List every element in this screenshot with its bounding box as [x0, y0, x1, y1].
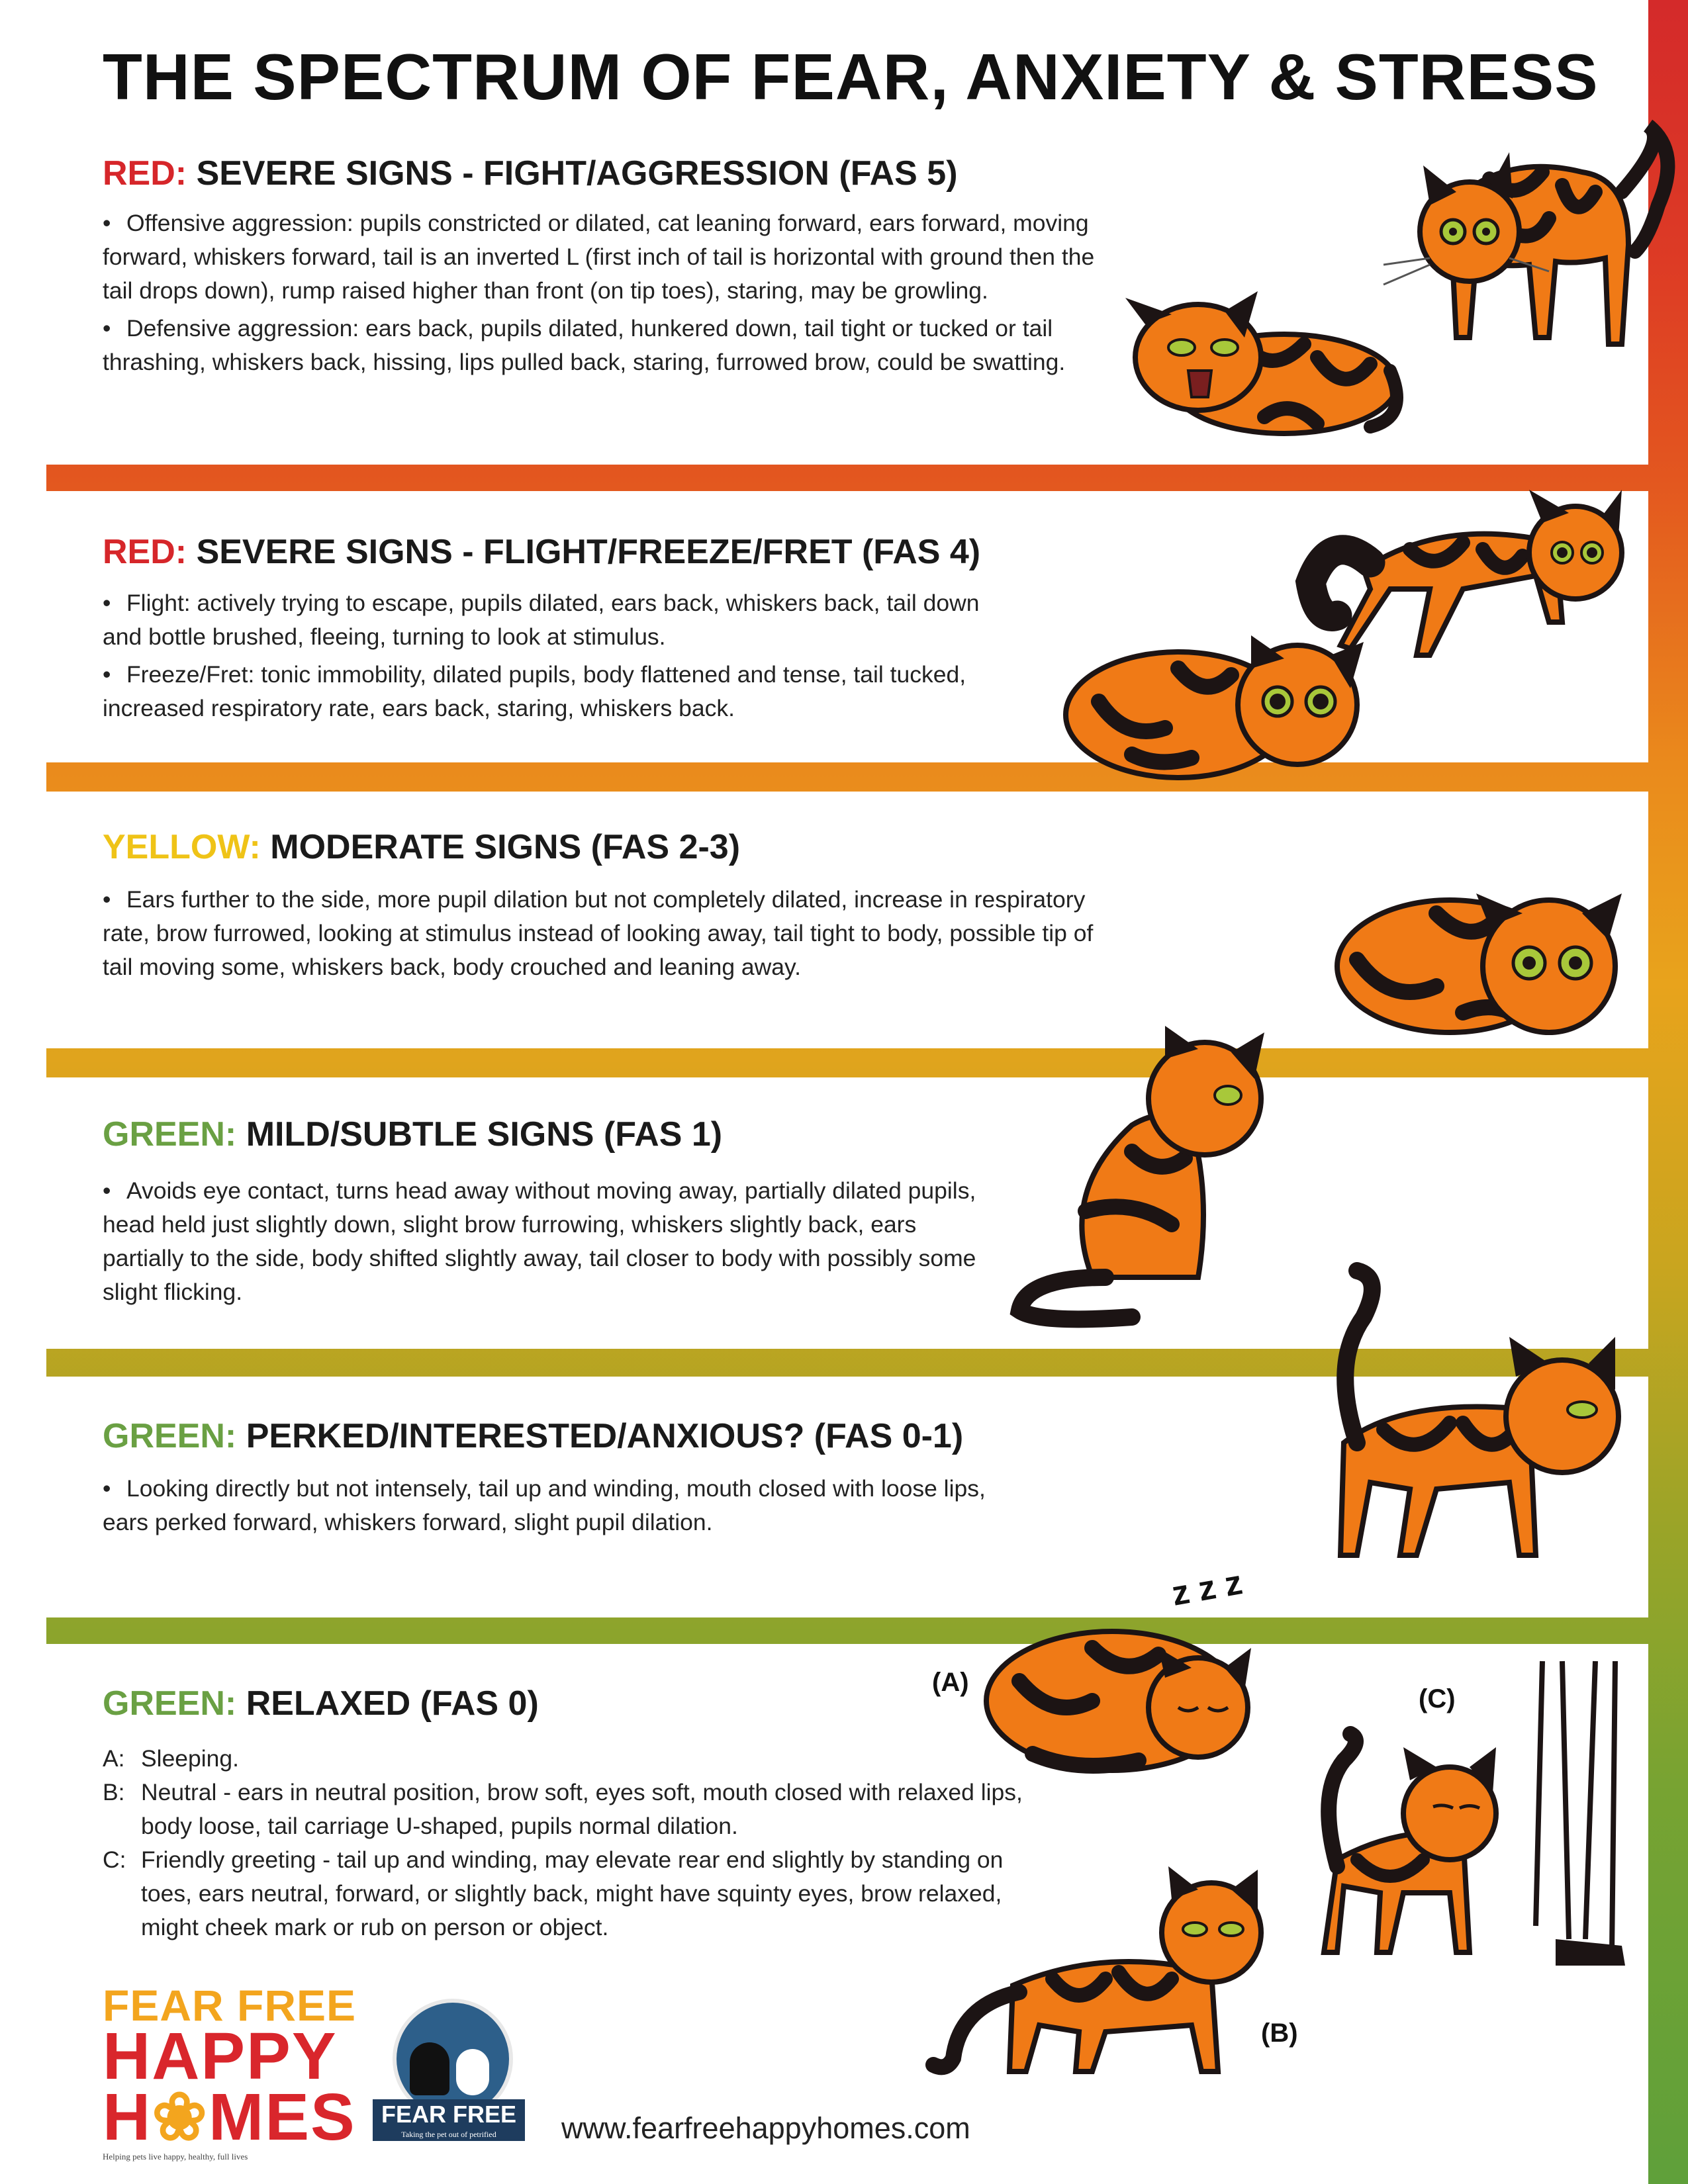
section-body-fas0-1 [103, 1472, 990, 1543]
section-heading-fas1 [103, 1115, 722, 1154]
severity-label: RED: [103, 533, 187, 571]
label-b: (B) [1261, 2019, 1298, 2048]
list-key: B: [103, 1779, 125, 1805]
section-heading-fas0 [103, 1684, 539, 1723]
bullet-item: • Offensive aggression: pupils constricted or dilated, cat leaning forward, ears forward, moving forward, whiskers forward, tail is an inverted L (first inch of tail is horizontal with ground then the tail drops down), rump raised higher than front (on tip toes), staring, may be growling. [103, 210, 1095, 304]
list-key: A: [103, 1745, 125, 1772]
section-heading-fas5 [103, 154, 958, 193]
cat-freeze-illustration [1059, 629, 1377, 781]
heading-text: PERKED/INTERESTED/ANXIOUS? (FAS 0-1) [246, 1417, 964, 1455]
logo-line3 [103, 2079, 356, 2154]
section-body-fas0 [103, 1742, 1023, 1944]
section-heading-fas2-3 [103, 827, 740, 867]
list-item [103, 1776, 1023, 1843]
cat-sitting-illustration [1000, 1026, 1331, 1330]
heading-text: RELAXED (FAS 0) [246, 1684, 539, 1723]
zzz-label: z z z [1168, 1563, 1246, 1614]
fear-free-badge [369, 1999, 528, 2144]
bullet-text: Ears further to the side, more pupil dilation but not completely dilated, increase in respiratory rate, brow furrowed, looking at stimulus instead of looking away, tail tight to body, possible tip of tail moving some, whiskers back, body crouched and leaning away. [103, 886, 1094, 980]
bullet-item: • Defensive aggression: ears back, pupils dilated, hunkered down, tail tight or tucked or tail thrashing, whiskers back, hissing, lips pulled back, staring, furrowed brow, could be swatting. [103, 315, 1066, 375]
fear-free-happy-homes-logo [103, 1981, 357, 2161]
list-text: Friendly greeting - tail up and winding, may elevate rear end slightly by standing on toes, ears neutral, forward, or slightly back, might have squinty eyes, brow relaxed, might cheek mark or rub on person or object. [141, 1846, 1004, 1940]
bullet-item: • Looking directly but not intensely, tail up and winding, mouth closed with loose lips, ears perked forward, whiskers forward, slight pupil dilation. [103, 1475, 986, 1535]
list-text: Sleeping. [141, 1745, 240, 1772]
severity-label: GREEN: [103, 1115, 237, 1154]
severity-label: RED: [103, 154, 187, 193]
logo-mes: MES [209, 2079, 356, 2154]
heading-text: MILD/SUBTLE SIGNS (FAS 1) [246, 1115, 723, 1154]
logo-h: H [103, 2079, 152, 2154]
list-item [103, 1843, 1023, 1944]
website-url: www.fearfreehappyhomes.com [561, 2111, 970, 2145]
bullet-text: Offensive aggression: pupils constricted or dilated, cat leaning forward, ears forward, moving forward, whiskers forward, tail is an inverted L (first inch of tail is horizontal with ground then the tail drops down), rump raised higher than front (on tip toes), staring, may be growling. [103, 210, 1095, 304]
severity-label: YELLOW: [103, 828, 261, 866]
bullet-text: Freeze/Fret: tonic immobility, dilated pupils, body flattened and tense, tail tucked, increased respiratory rate, ears back, staring, whiskers back. [103, 661, 966, 721]
section-body-fas5 [103, 206, 1102, 383]
paw-icon: ❀ [152, 2079, 209, 2154]
bullet-item: • Avoids eye contact, turns head away without moving away, partially dilated pupils, head held just slightly down, slight brow furrowing, whiskers slightly back, ears partially to the side, body shifted slightly away, tail closer to body with possibly some slight flicking. [103, 1177, 976, 1305]
cat-neutral-illustration [933, 1873, 1297, 2085]
label-a: (A) [932, 1668, 969, 1697]
logo-tagline: Helping pets live happy, healthy, full lives [103, 2151, 248, 2161]
bullet-item: • Flight: actively trying to escape, pupils dilated, ears back, whiskers back, tail down and bottle brushed, fleeing, turning to look at stimulus. [103, 590, 980, 650]
logo-line2: HAPPY [103, 2019, 338, 2093]
severity-label: GREEN: [103, 1684, 237, 1723]
cat-offensive-illustration [1410, 126, 1662, 357]
label-c: (C) [1419, 1684, 1456, 1713]
heading-text: SEVERE SIGNS - FLIGHT/FREEZE/FRET (FAS 4) [196, 533, 981, 571]
cat-sleeping-illustration [980, 1615, 1284, 1780]
page-title: THE SPECTRUM OF FEAR, ANXIETY & STRESS [103, 40, 1599, 113]
list-item [103, 1742, 1023, 1776]
bullet-item: • Freeze/Fret: tonic immobility, dilated pupils, body flattened and tense, tail tucked, increased respiratory rate, ears back, staring, whiskers back. [103, 661, 966, 721]
section-body-fas4 [103, 586, 990, 729]
bullet-text: Flight: actively trying to escape, pupils dilated, ears back, whiskers back, tail down and bottle brushed, fleeing, turning to look at stimulus. [103, 590, 980, 650]
section-heading-fas4 [103, 532, 980, 572]
section-body-fas2-3 [103, 883, 1102, 988]
bullet-text: Looking directly but not intensely, tail up and winding, mouth closed with loose lips, ears perked forward, whiskers forward, slight pupil dilation. [103, 1475, 986, 1535]
badge-tagline: Taking the pet out of petrified [373, 2128, 525, 2141]
bullet-item: • Ears further to the side, more pupil dilation but not completely dilated, increase in respiratory rate, brow furrowed, looking at stimulus instead of looking away, tail tight to body, possible tip of tail moving some, whiskers back, body crouched and leaning away. [103, 886, 1094, 980]
cat-greeting-illustration [1317, 1661, 1635, 2032]
bullet-text: Avoids eye contact, turns head away without moving away, partially dilated pupils, head held just slightly down, slight brow furrowing, whiskers slightly back, ears partially to the side, body shifted slightly away, tail closer to body with possibly some slight flicking. [103, 1177, 976, 1305]
page-margin [0, 0, 46, 2184]
heading-text: MODERATE SIGNS (FAS 2-3) [270, 828, 741, 866]
cat-crouched-illustration [1331, 867, 1642, 1039]
logo-line1: FEAR FREE [103, 1981, 357, 2030]
heading-text: SEVERE SIGNS - FIGHT/AGGRESSION (FAS 5) [196, 154, 958, 193]
cat-perked-illustration [1317, 1264, 1655, 1582]
badge-title: FEAR FREE [373, 2099, 525, 2130]
cat-defensive-illustration [1119, 285, 1397, 437]
list-text: Neutral - ears in neutral position, brow soft, eyes soft, mouth closed with relaxed lips, body loose, tail carriage U-shaped, pupils normal dilation. [141, 1779, 1023, 1839]
section-body-fas1 [103, 1174, 990, 1313]
list-key: C: [103, 1846, 126, 1873]
severity-label: GREEN: [103, 1417, 237, 1455]
bullet-text: Defensive aggression: ears back, pupils dilated, hunkered down, tail tight or tucked or tail thrashing, whiskers back, hissing, lips pulled back, staring, furrowed brow, could be swatting. [103, 315, 1066, 375]
section-heading-fas0-1 [103, 1416, 963, 1456]
